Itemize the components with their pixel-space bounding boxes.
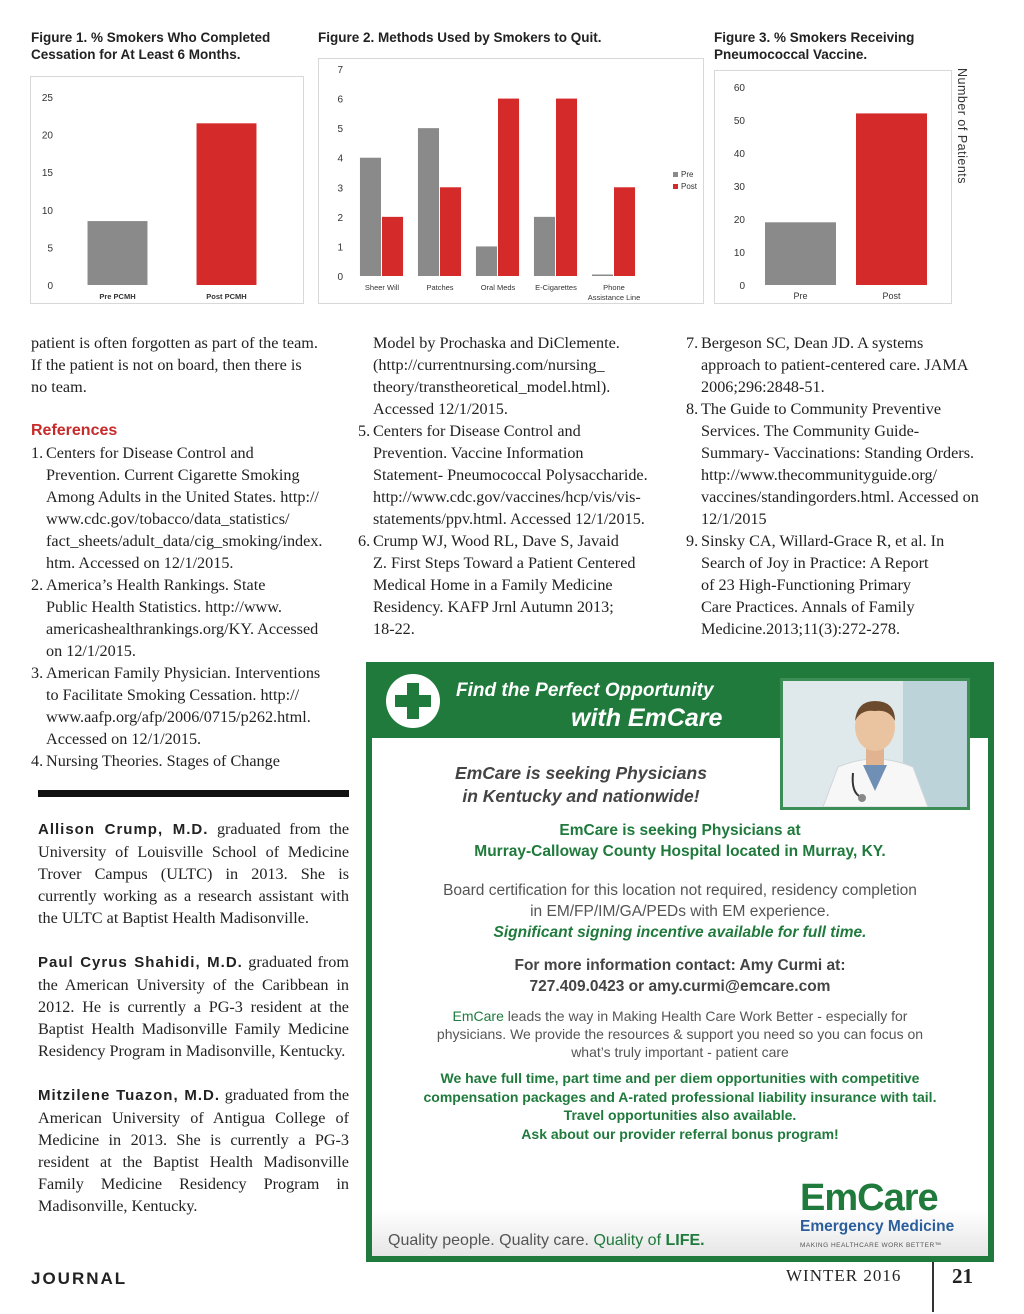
text-line: theory/transtheoretical_model.html). xyxy=(373,378,611,396)
figure-1-title-line2: Cessation for At Least 6 Months. xyxy=(31,47,241,62)
ad-offer-line2: compensation packages and A-rated professional liability insurance with tail. xyxy=(423,1088,937,1105)
text-line: Among Adults in the United States. http:// xyxy=(46,488,319,506)
x-tick-label: Patches xyxy=(426,283,454,292)
number-of-patients-label: Number of Patients xyxy=(955,68,969,184)
reference-item xyxy=(31,574,346,662)
y-tick-label: 3 xyxy=(337,183,343,195)
author-bio-text: graduated from the American University of Antigua College of Medicine in 2013. She is currently a PG-3 resident at the Baptist Health Madisonville Family Medicine Residency Program in Madisonville, Kentucky. xyxy=(38,1086,350,1215)
y-tick-label: 0 xyxy=(337,272,343,283)
emcare-logo-tagline: MAKING HEALTHCARE WORK BETTER™ xyxy=(800,1242,942,1249)
legend-swatch-post xyxy=(673,184,678,189)
text-line: to Facilitate Smoking Cessation. http:// xyxy=(46,686,300,704)
bar-pre-e-cigarettes xyxy=(534,217,555,276)
x-tick-label: Pre PCMH xyxy=(99,292,136,301)
y-tick-label: 60 xyxy=(733,83,745,94)
author-bio xyxy=(38,951,349,1062)
bar-pre-phone-assistance-line xyxy=(592,275,613,276)
bar-pre xyxy=(765,222,836,285)
reference-item xyxy=(686,530,996,640)
text-line: of 23 High-Functioning Primary xyxy=(701,576,911,594)
text-line: Z. First Steps Toward a Patient Centered xyxy=(373,554,636,572)
figure-2-chart-frame xyxy=(318,58,704,304)
col2-references xyxy=(358,420,668,640)
bar-pre-pcmh xyxy=(88,221,148,285)
text-line: americashealthrankings.org/KY. Accessed xyxy=(46,620,319,638)
x-tick-label: Post xyxy=(882,291,901,301)
text-line: 18-22. xyxy=(373,620,415,638)
bar-post-patches xyxy=(440,187,461,276)
ad-seeking-block xyxy=(386,762,776,808)
reference-number: 5. xyxy=(358,422,371,440)
text-line: Care Practices. Annals of Family xyxy=(701,598,915,616)
y-tick-label: 4 xyxy=(337,153,343,165)
text-line: http://www.cdc.gov/vaccines/hcp/vis/vis- xyxy=(373,488,641,506)
doctor-photo-frame xyxy=(780,678,970,810)
legend-label-post: Post xyxy=(681,182,698,191)
ad-tagline xyxy=(388,1232,705,1250)
bar-post-sheer-will xyxy=(382,217,403,276)
ad-headline-2: with EmCare xyxy=(571,704,723,732)
text-line: Medical Home in a Family Medicine xyxy=(373,576,613,594)
ad-contact-block xyxy=(372,955,988,997)
ad-leads-text1: leads the way in Making Health Care Work Better - especially for xyxy=(503,1008,908,1024)
y-tick-label: 25 xyxy=(41,93,53,104)
page-number: 21 xyxy=(952,1264,973,1288)
side-label-box xyxy=(945,68,981,198)
emcare-logo xyxy=(800,1178,970,1249)
figure-3-title-line1: Figure 3. % Smokers Receiving xyxy=(714,30,915,45)
ad-incentive: Significant signing incentive available for full time. xyxy=(493,924,867,941)
text-line: Prevention. Vaccine Information xyxy=(373,444,584,462)
figure-1-chart-frame xyxy=(30,76,304,304)
text-line: vaccines/standingorders.html. Accessed on xyxy=(701,488,979,506)
ad-location-block xyxy=(372,820,988,862)
col1-references xyxy=(31,442,346,772)
ad-headline-1: Find the Perfect Opportunity xyxy=(456,680,714,701)
figure-1-title xyxy=(31,29,270,63)
ad-leads-block xyxy=(372,1007,988,1061)
ad-offer-line4: Ask about our provider referral bonus program! xyxy=(521,1125,839,1142)
text-line: Prevention. Current Cigarette Smoking xyxy=(46,466,300,484)
ad-offer-line3: Travel opportunities also available. xyxy=(563,1107,797,1123)
author-bios xyxy=(38,818,349,1239)
reference-item xyxy=(358,420,668,530)
text-line: patient is often forgotten as part of the team. xyxy=(31,334,318,352)
doctor-photo-icon xyxy=(783,681,967,807)
text-line: Model by Prochaska and DiClemente. xyxy=(373,334,620,352)
bar-pre-patches xyxy=(418,128,439,276)
figure-1-chart xyxy=(31,77,303,303)
author-bio-text: graduated from the University of Louisville School of Medicine Trover Campus (ULTC) in 2013. She is currently working as a research assistant with the ULTC at Baptist Health Madisonville. xyxy=(38,820,350,927)
y-tick-label: 40 xyxy=(733,149,745,160)
x-tick-label: Sheer Will xyxy=(364,283,400,292)
ad-leads-line2: physicians. We provide the resources & support you need so you can focus on xyxy=(436,1026,924,1042)
text-line: Search of Joy in Practice: A Report xyxy=(701,554,929,572)
y-tick-label: 1 xyxy=(337,242,343,254)
text-line: Centers for Disease Control and xyxy=(373,422,581,440)
bar-post-oral-meds xyxy=(498,99,519,276)
author-bio xyxy=(38,818,349,929)
text-line: Residency. KAFP Jrnl Autumn 2013; xyxy=(373,598,614,616)
ad-tagline-part3: LIFE. xyxy=(665,1232,705,1249)
reference-item xyxy=(31,750,346,772)
text-line: Sinsky CA, Willard-Grace R, et al. In xyxy=(701,532,945,550)
text-line: Statement- Pneumococcal Polysaccharide. xyxy=(373,466,648,484)
bar-pre-oral-meds xyxy=(476,246,497,276)
reference-number: 6. xyxy=(358,532,371,550)
references-heading: References xyxy=(31,422,118,439)
y-tick-label: 10 xyxy=(41,205,53,217)
text-line: Centers for Disease Control and xyxy=(46,444,254,462)
col1-intro xyxy=(31,332,346,398)
reference-number: 2. xyxy=(31,576,44,594)
y-tick-label: 20 xyxy=(41,130,53,142)
legend-swatch-pre xyxy=(673,172,678,177)
y-tick-label: 7 xyxy=(337,65,343,76)
reference-item xyxy=(358,530,668,640)
ad-location-line2: Murray-Calloway County Hospital located in Murray, KY. xyxy=(474,843,886,860)
ad-seeking-line1: EmCare is seeking Physicians xyxy=(455,763,707,783)
text-line: Medicine.2013;11(3):272-278. xyxy=(701,620,901,638)
column-2 xyxy=(358,332,668,640)
reference-number: 8. xyxy=(686,400,699,418)
text-line: no team. xyxy=(31,378,87,396)
ad-contact-email[interactable]: 727.409.0423 or amy.curmi@emcare.com xyxy=(529,978,831,995)
reference-number: 4. xyxy=(31,752,44,770)
x-tick-label: E-Cigarettes xyxy=(535,283,577,292)
figure-3-title-line2: Pneumococcal Vaccine. xyxy=(714,47,868,62)
bio-divider-bar xyxy=(38,790,349,797)
author-name: Allison Crump, M.D. xyxy=(38,821,209,838)
text-line: The Guide to Community Preventive xyxy=(701,400,942,418)
y-tick-label: 50 xyxy=(733,116,745,127)
figure-3-chart-frame xyxy=(714,70,952,304)
y-tick-label: 5 xyxy=(337,124,343,136)
column-1 xyxy=(31,332,346,772)
ad-leads-brand: EmCare xyxy=(452,1008,504,1024)
y-tick-label: 0 xyxy=(47,281,53,292)
legend-label-pre: Pre xyxy=(681,170,694,179)
y-tick-label: 15 xyxy=(41,168,53,180)
column-3 xyxy=(686,332,996,640)
bar-post-pcmh xyxy=(197,123,257,285)
figure-3-title xyxy=(714,29,914,63)
ad-board-line2: in EM/FP/IM/GA/PEDs with EM experience. xyxy=(530,903,830,920)
author-bio-text: graduated from the American University of the Caribbean in 2012. He is currently a PG-3 resident at the Baptist Health Madisonville Family Medicine Residency Program in Madisonville, Kentucky. xyxy=(38,953,349,1060)
reference-number: 9. xyxy=(686,532,699,550)
ad-board-block xyxy=(372,880,988,943)
ad-offer-block xyxy=(372,1069,988,1143)
reference-item xyxy=(31,442,346,574)
reference-number: 1. xyxy=(31,444,44,462)
ad-board-line1: Board certification for this location not required, residency completion xyxy=(443,882,917,899)
footer-journal: JOURNAL xyxy=(31,1269,128,1288)
author-name: Mitzilene Tuazon, M.D. xyxy=(38,1087,221,1104)
ad-tagline-part2: Quality of xyxy=(593,1232,666,1249)
bar-post-e-cigarettes xyxy=(556,99,577,276)
bar-post xyxy=(856,113,927,285)
x-tick-label: Oral Meds xyxy=(480,283,516,292)
col2-continuation xyxy=(358,332,668,420)
reference-number: 7. xyxy=(686,334,699,352)
bar-post-phone-assistance-line xyxy=(614,187,635,276)
author-bio xyxy=(38,1084,349,1217)
medical-cross-icon xyxy=(386,674,440,728)
figure-2-chart xyxy=(319,59,703,303)
author-name: Paul Cyrus Shahidi, M.D. xyxy=(38,954,243,971)
figure-2-title: Figure 2. Methods Used by Smokers to Quit. xyxy=(318,30,602,45)
text-line: Bergeson SC, Dean JD. A systems xyxy=(701,334,924,352)
text-line: Nursing Theories. Stages of Change xyxy=(46,752,280,770)
y-tick-label: 5 xyxy=(47,243,53,255)
emcare-logo-word: EmCare xyxy=(800,1177,938,1219)
text-line: statements/ppv.html. Accessed 12/1/2015. xyxy=(373,510,645,528)
reference-number: 3. xyxy=(31,664,44,682)
text-line: (http://currentnursing.com/nursing_ xyxy=(373,356,605,374)
text-line: http://www.thecommunityguide.org/ xyxy=(701,466,938,484)
x-tick-label: Post PCMH xyxy=(206,292,247,301)
footer-issue: WINTER 2016 xyxy=(786,1266,902,1285)
text-line: 12/1/2015 xyxy=(701,510,767,528)
text-line: 2006;296:2848-51. xyxy=(701,378,825,396)
ad-leads-line3: what’s truly important - patient care xyxy=(571,1044,789,1060)
x-tick-label: Pre xyxy=(793,291,808,301)
text-line: Public Health Statistics. http://www. xyxy=(46,598,282,616)
ad-offer-line1: We have full time, part time and per diem opportunities with competitive xyxy=(440,1070,920,1086)
figure-3-chart xyxy=(715,71,951,303)
text-line: America’s Health Rankings. State xyxy=(46,576,266,594)
text-line: If the patient is not on board, then there is xyxy=(31,356,302,374)
text-line: htm. Accessed on 12/1/2015. xyxy=(46,554,234,572)
text-line: Summary- Vaccinations: Standing Orders. xyxy=(701,444,975,462)
ad-seeking-line2: in Kentucky and nationwide! xyxy=(462,786,700,806)
y-tick-label: 10 xyxy=(733,248,745,259)
text-line: www.aafp.org/afp/2006/0715/p262.html. xyxy=(46,708,311,726)
x-tick-label: Phone Assistance Line xyxy=(587,283,641,302)
text-line: Crump WJ, Wood RL, Dave S, Javaid xyxy=(373,532,619,550)
y-tick-label: 20 xyxy=(733,215,745,226)
text-line: approach to patient-centered care. JAMA xyxy=(701,356,969,374)
text-line: www.cdc.gov/tobacco/data_statistics/ xyxy=(46,510,290,528)
text-line: Services. The Community Guide- xyxy=(701,422,920,440)
col3-references xyxy=(686,332,996,640)
emcare-ad[interactable] xyxy=(366,662,994,1262)
y-tick-label: 0 xyxy=(739,281,745,292)
text-line: American Family Physician. Interventions xyxy=(46,664,321,682)
text-line: Accessed on 12/1/2015. xyxy=(46,730,202,748)
footer-divider xyxy=(932,1262,934,1312)
y-tick-label: 6 xyxy=(337,94,343,106)
ad-tagline-part1: Quality people. Quality care. xyxy=(388,1232,594,1249)
text-line: Accessed 12/1/2015. xyxy=(373,400,508,418)
bar-pre-sheer-will xyxy=(360,158,381,276)
ad-contact-line1: For more information contact: Amy Curmi at: xyxy=(514,957,846,974)
y-tick-label: 2 xyxy=(337,212,343,224)
figure-1-title-line1: Figure 1. % Smokers Who Completed xyxy=(31,30,271,45)
y-tick-label: 30 xyxy=(733,182,745,193)
reference-item xyxy=(686,332,996,398)
ad-leads-line1 xyxy=(372,1007,988,1025)
text-line: on 12/1/2015. xyxy=(46,642,136,660)
emcare-logo-subtitle: Emergency Medicine xyxy=(800,1218,955,1235)
reference-item xyxy=(31,662,346,750)
text-line: fact_sheets/adult_data/cig_smoking/index. xyxy=(46,532,323,550)
ad-location-line1: EmCare is seeking Physicians at xyxy=(559,822,801,839)
reference-item xyxy=(686,398,996,530)
